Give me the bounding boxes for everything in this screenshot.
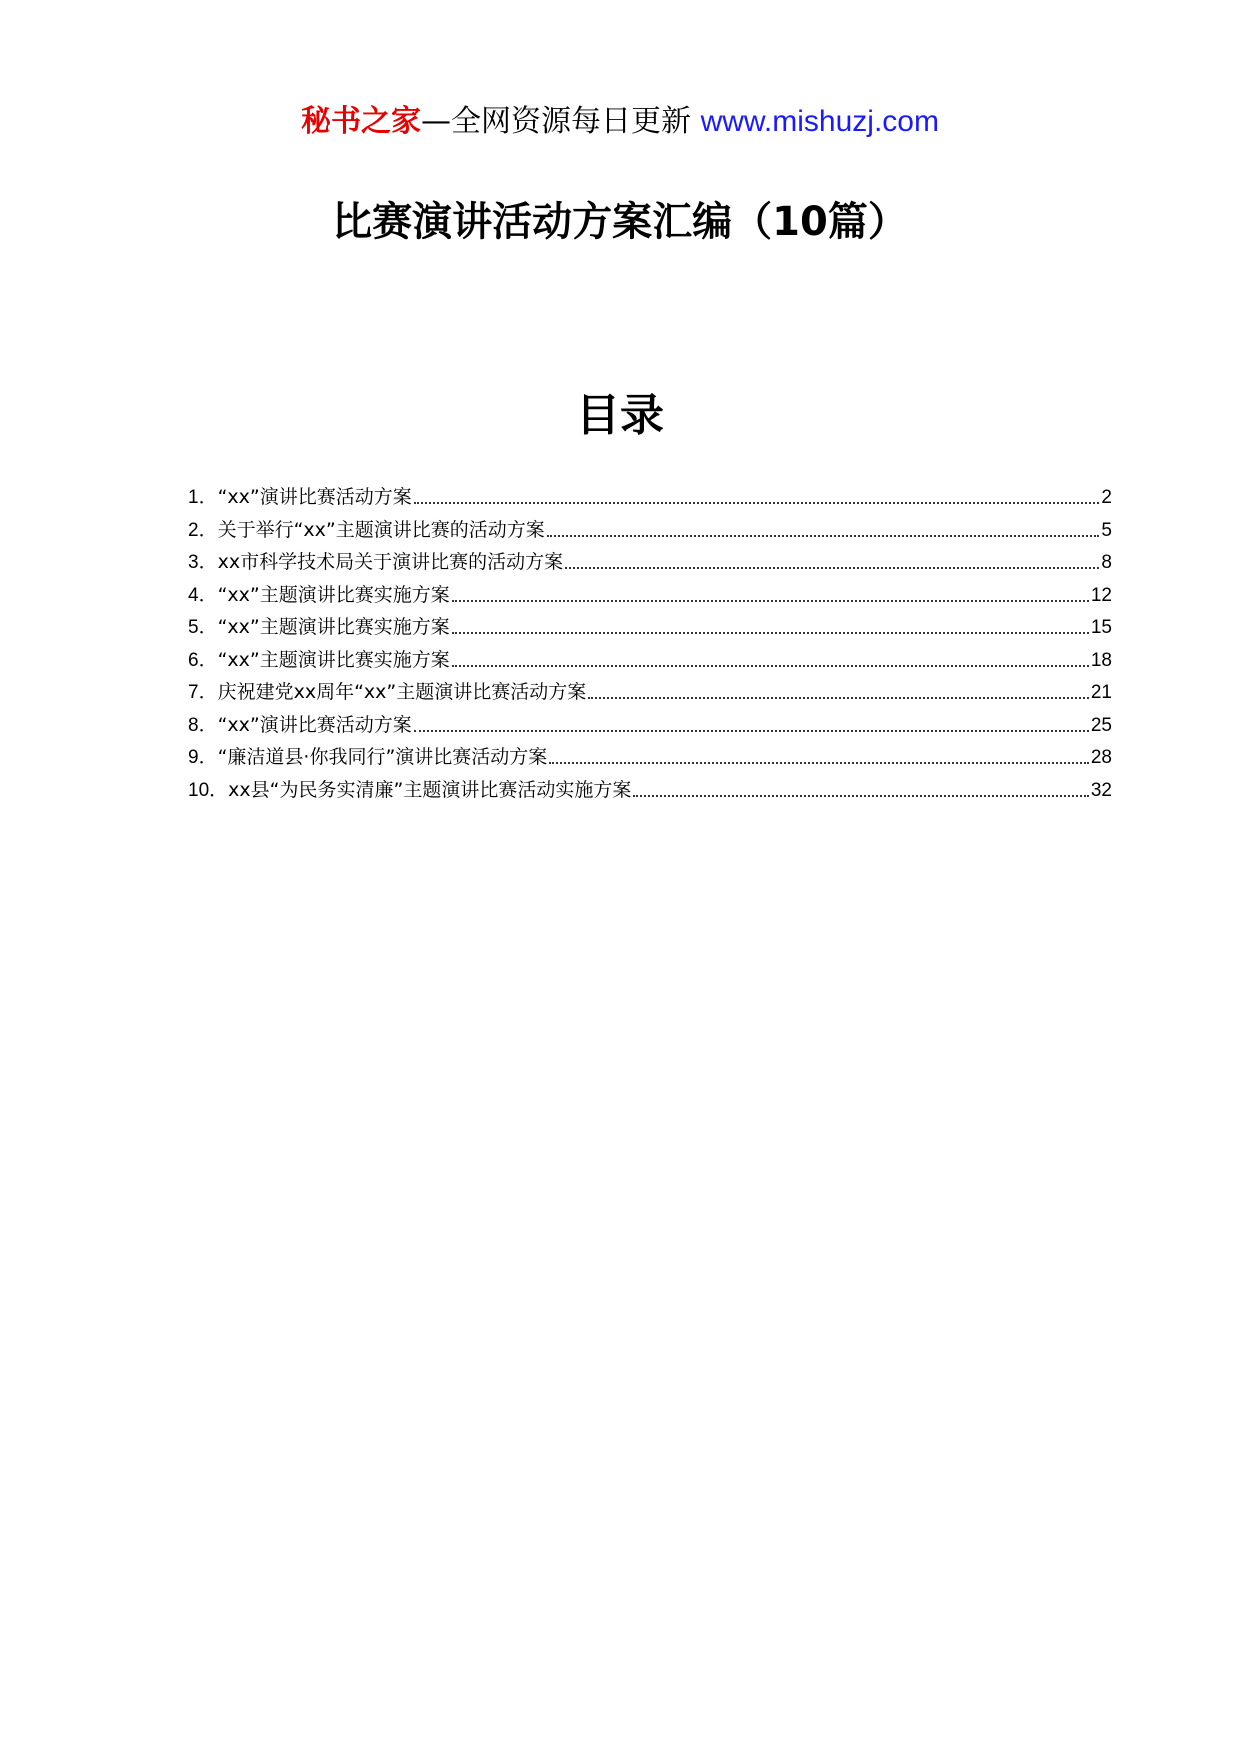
toc-dot-leader xyxy=(452,617,1089,637)
toc-entry-title: 关于举行“xx”主题演讲比赛的活动方案 xyxy=(217,518,545,541)
toc-entry[interactable] xyxy=(188,741,1112,774)
toc-entry-number: 6． xyxy=(188,649,218,671)
toc-dot-leader xyxy=(565,552,1099,572)
toc-entry-title: “xx”主题演讲比赛实施方案 xyxy=(217,616,450,638)
toc-entry-title: “xx”演讲比赛活动方案 xyxy=(217,713,412,736)
toc-entry-number: 9． xyxy=(188,747,218,768)
toc-dot-leader xyxy=(414,715,1089,735)
document-title: 比赛演讲活动方案汇编（10篇） xyxy=(332,199,908,245)
toc-entry[interactable] xyxy=(188,774,1112,807)
toc-entry-title: xx县“为民务实清廉”主题演讲比赛活动实施方案 xyxy=(228,778,632,801)
toc-entry-page: 25 xyxy=(1090,714,1112,736)
toc-entry-number: 8． xyxy=(188,714,218,736)
toc-entry[interactable] xyxy=(188,546,1112,579)
toc-dot-leader xyxy=(452,650,1089,670)
toc-dot-leader xyxy=(588,682,1089,702)
brand-name: 秘书之家 xyxy=(301,104,422,139)
toc-dot-leader xyxy=(633,780,1089,800)
toc-entry-number: 5． xyxy=(188,617,218,638)
site-tagline: —全网资源每日更新 xyxy=(421,104,692,139)
toc-entry-page: 18 xyxy=(1090,649,1112,671)
site-header xyxy=(0,102,1240,142)
toc-entry-number: 4． xyxy=(188,584,218,606)
toc-entry-page: 8 xyxy=(1101,552,1112,573)
table-of-contents xyxy=(188,481,1112,806)
toc-entry-number: 7． xyxy=(188,682,218,703)
toc-entry-number: 10． xyxy=(188,779,229,801)
toc-entry-page: 28 xyxy=(1090,747,1112,768)
toc-entry[interactable] xyxy=(188,709,1112,742)
toc-entry-title: 庆祝建党xx周年“xx”主题演讲比赛活动方案 xyxy=(217,681,587,703)
toc-heading: 目录 xyxy=(576,390,664,441)
toc-dot-leader xyxy=(452,585,1089,605)
toc-entry-page: 32 xyxy=(1090,779,1112,801)
toc-entry-page: 5 xyxy=(1101,519,1112,541)
toc-entry[interactable] xyxy=(188,481,1112,514)
toc-entry-title: “xx”主题演讲比赛实施方案 xyxy=(217,583,450,606)
toc-entry-page: 12 xyxy=(1090,584,1112,606)
toc-entry[interactable] xyxy=(188,611,1112,644)
toc-entry[interactable] xyxy=(188,676,1112,709)
toc-entry[interactable] xyxy=(188,579,1112,612)
toc-entry-title: “廉洁道县·你我同行”演讲比赛活动方案 xyxy=(217,746,548,768)
toc-entry[interactable] xyxy=(188,514,1112,547)
toc-entry-number: 3． xyxy=(188,552,218,573)
toc-entry-number: 2． xyxy=(188,519,218,541)
toc-entry[interactable] xyxy=(188,644,1112,677)
toc-entry-number: 1． xyxy=(188,487,218,508)
toc-dot-leader xyxy=(414,487,1100,507)
toc-entry-title: “xx”主题演讲比赛实施方案 xyxy=(217,648,450,671)
toc-entry-page: 21 xyxy=(1090,682,1112,703)
toc-entry-page: 2 xyxy=(1101,487,1112,508)
site-url-link[interactable]: www.mishuzj.com xyxy=(700,105,939,138)
toc-dot-leader xyxy=(549,747,1089,767)
toc-dot-leader xyxy=(547,520,1100,540)
toc-entry-page: 15 xyxy=(1090,617,1112,638)
toc-entry-title: “xx”演讲比赛活动方案 xyxy=(217,486,412,508)
toc-entry-title: xx市科学技术局关于演讲比赛的活动方案 xyxy=(217,551,564,573)
